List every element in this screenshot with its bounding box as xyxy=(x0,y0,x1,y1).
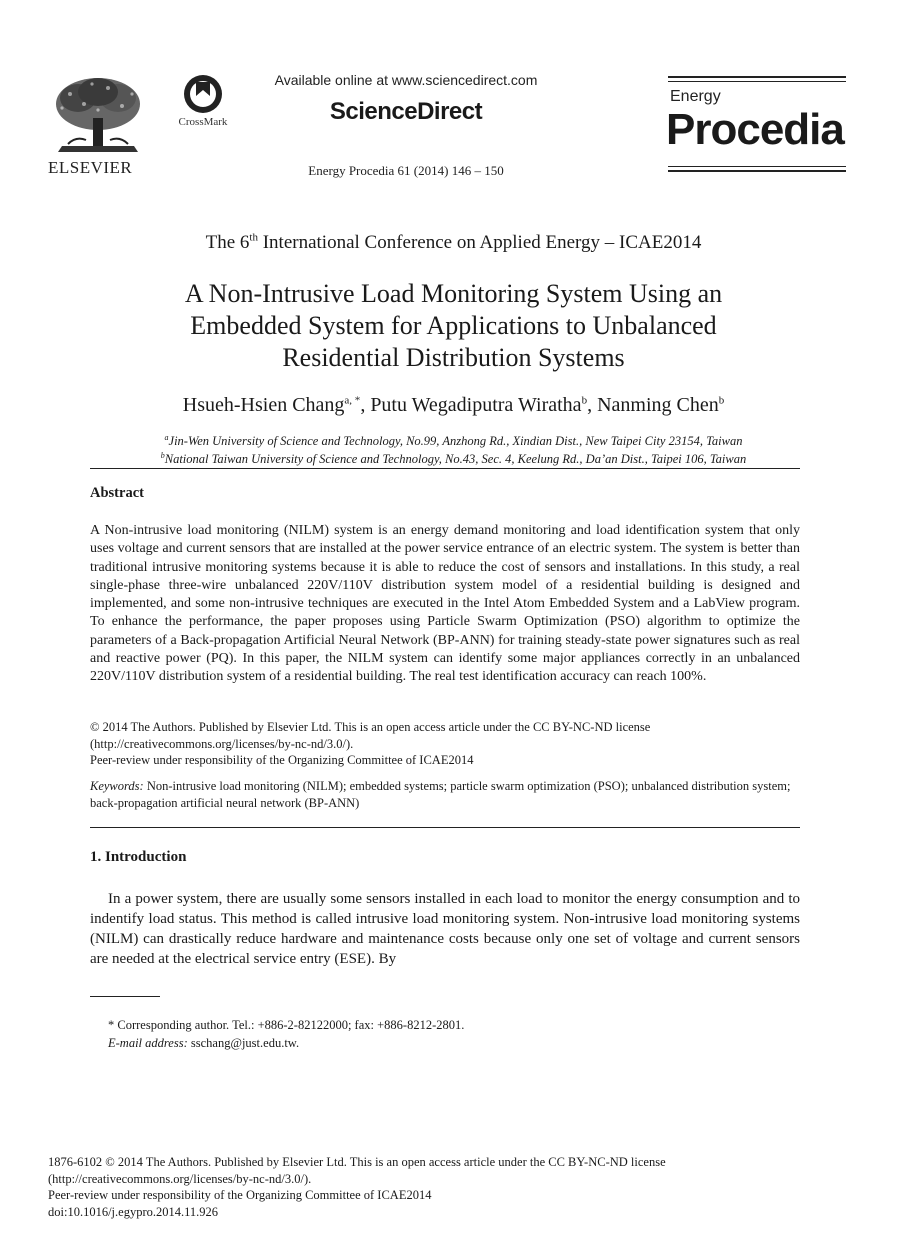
affiliation-text: National Taiwan University of Science and Technology, No.43, Sec. 4, Keelung Rd., Da’an Dist., Taipei 106, Taiwan xyxy=(164,452,747,466)
introduction-heading: 1. Introduction xyxy=(90,849,187,865)
affiliation xyxy=(60,434,847,449)
keywords xyxy=(90,778,800,811)
crossmark-badge[interactable] xyxy=(172,74,234,134)
author-affil-mark: b xyxy=(718,394,725,407)
keywords-label: Keywords: xyxy=(90,779,144,793)
brand-rule xyxy=(668,166,846,167)
footer-copyright: 1876-6102 © 2014 The Authors. Published by Elsevier Ltd. This is an open access article under the CC BY-NC-ND license xyxy=(48,1155,666,1169)
journal-reference: Energy Procedia 61 (2014) 146 – 150 xyxy=(308,163,504,178)
footnote-rule xyxy=(90,996,160,997)
title-line: Embedded System for Applications to Unbalanced xyxy=(190,311,717,340)
copyright-notice xyxy=(90,719,800,769)
corresponding-author-note: * Corresponding author. Tel.: +886-2-82122000; fax: +886-8212-2801. xyxy=(108,1018,465,1032)
abstract-paragraph: A Non-intrusive load monitoring (NILM) system is an energy demand monitoring and load identification system that only uses voltage and current sensors that are installed at the power service entrance of an electric system. The system is better than traditional intrusive monitoring systems because it is able to reduce the cost of sensors and installations. In this study, a real single-phase three-wire unbalanced 220V/110V distribution system model of a residential building is designed and implemented, and some non-intrusive techniques are executed in the Intel Atom Embedded System and a LabView program. To enhance the performance, the paper proposes using Particle Swarm Optimization (PSO) algorithm to optimize the parameters of a Back-propagation Artificial Neural Network (BP-ANN) for training steady-state power signatures such as real and reactive power (PQ). In this paper, the NILM system can identify some major appliances correctly in an unbalanced 220V/110V distribution system of a residential building. The real test identification accuracy can reach 100%. xyxy=(90,523,800,685)
conference-pre: The 6 xyxy=(205,232,250,253)
conference-post: International Conference on Applied Energy – ICAE2014 xyxy=(257,232,702,253)
abstract-text xyxy=(90,522,800,687)
journal-brand-procedia: Procedia xyxy=(666,105,844,154)
author-affil-mark: b xyxy=(581,394,588,407)
affiliation-mark: a xyxy=(164,432,169,442)
elsevier-logo xyxy=(48,74,148,179)
email-address[interactable]: sschang@just.edu.tw. xyxy=(187,1036,300,1050)
crossmark-label: CrossMark xyxy=(178,116,228,128)
title-line: A Non-Intrusive Load Monitoring System Using an xyxy=(184,279,723,308)
available-online-link[interactable]: Available online at www.sciencedirect.com xyxy=(274,72,538,88)
author-name: Nanming Chen xyxy=(597,394,719,416)
peer-review-note: Peer-review under responsibility of the Organizing Committee of ICAE2014 xyxy=(90,753,474,767)
author-sep: , xyxy=(587,394,598,416)
section-divider xyxy=(90,468,800,469)
section-divider xyxy=(90,827,800,828)
affiliation xyxy=(60,452,847,467)
author-sep: , xyxy=(360,394,371,416)
footer-peer-review: Peer-review under responsibility of the Organizing Committee of ICAE2014 xyxy=(48,1188,432,1202)
title-line: Residential Distribution Systems xyxy=(282,343,625,372)
affiliation-mark: b xyxy=(160,450,165,460)
sciencedirect-logo: ScienceDirect xyxy=(329,98,483,125)
email-label: E-mail address: xyxy=(108,1036,188,1050)
brand-rule xyxy=(668,81,846,82)
elsevier-tree-icon xyxy=(48,74,148,156)
author-affil-mark: a, * xyxy=(344,394,361,407)
brand-rule xyxy=(668,170,846,172)
crossmark-icon xyxy=(172,74,234,116)
journal-brand-energy: Energy xyxy=(670,88,721,105)
introduction-text xyxy=(90,889,800,969)
email-note xyxy=(108,1036,299,1051)
footer-doi[interactable]: doi:10.1016/j.egypro.2014.11.926 xyxy=(48,1204,219,1219)
brand-rule xyxy=(668,76,846,78)
copyright-line: © 2014 The Authors. Published by Elsevier Ltd. This is an open access article under the CC BY-NC-ND license xyxy=(90,720,651,734)
author-name: Putu Wegadiputra Wiratha xyxy=(370,394,582,416)
introduction-paragraph: In a power system, there are usually some sensors installed in each load to monitor the energy consumption and to indentify load status. This method is called intrusive load monitoring system. Non-intrusive load monitoring systems (NILM) can drastically reduce hardware and maintenance costs because only one set of voltage and current sensors are needed at the electrical service entry (ESE). By xyxy=(90,891,800,967)
abstract-heading: Abstract xyxy=(90,485,144,501)
elsevier-wordmark: ELSEVIER xyxy=(48,158,133,177)
license-link[interactable]: (http://creativecommons.org/licenses/by-nc-nd/3.0/). xyxy=(90,736,354,751)
keywords-text: Non-intrusive load monitoring (NILM); embedded systems; particle swarm optimization (PSO); unbalanced distribution system; back-propagation artificial neural network (BP-ANN) xyxy=(90,779,791,810)
conference-name xyxy=(60,232,847,254)
conference-sup: th xyxy=(249,231,258,244)
affiliation-text: Jin-Wen University of Science and Technology, No.99, Anzhong Rd., Xindian Dist., New Taipei City 23154, Taiwan xyxy=(168,434,743,448)
author-list xyxy=(60,394,847,417)
footer-license-link[interactable]: (http://creativecommons.org/licenses/by-nc-nd/3.0/). xyxy=(48,1171,312,1186)
page-footer xyxy=(48,1154,848,1220)
paper-title xyxy=(60,278,847,374)
author-name: Hsueh-Hsien Chang xyxy=(182,394,345,416)
